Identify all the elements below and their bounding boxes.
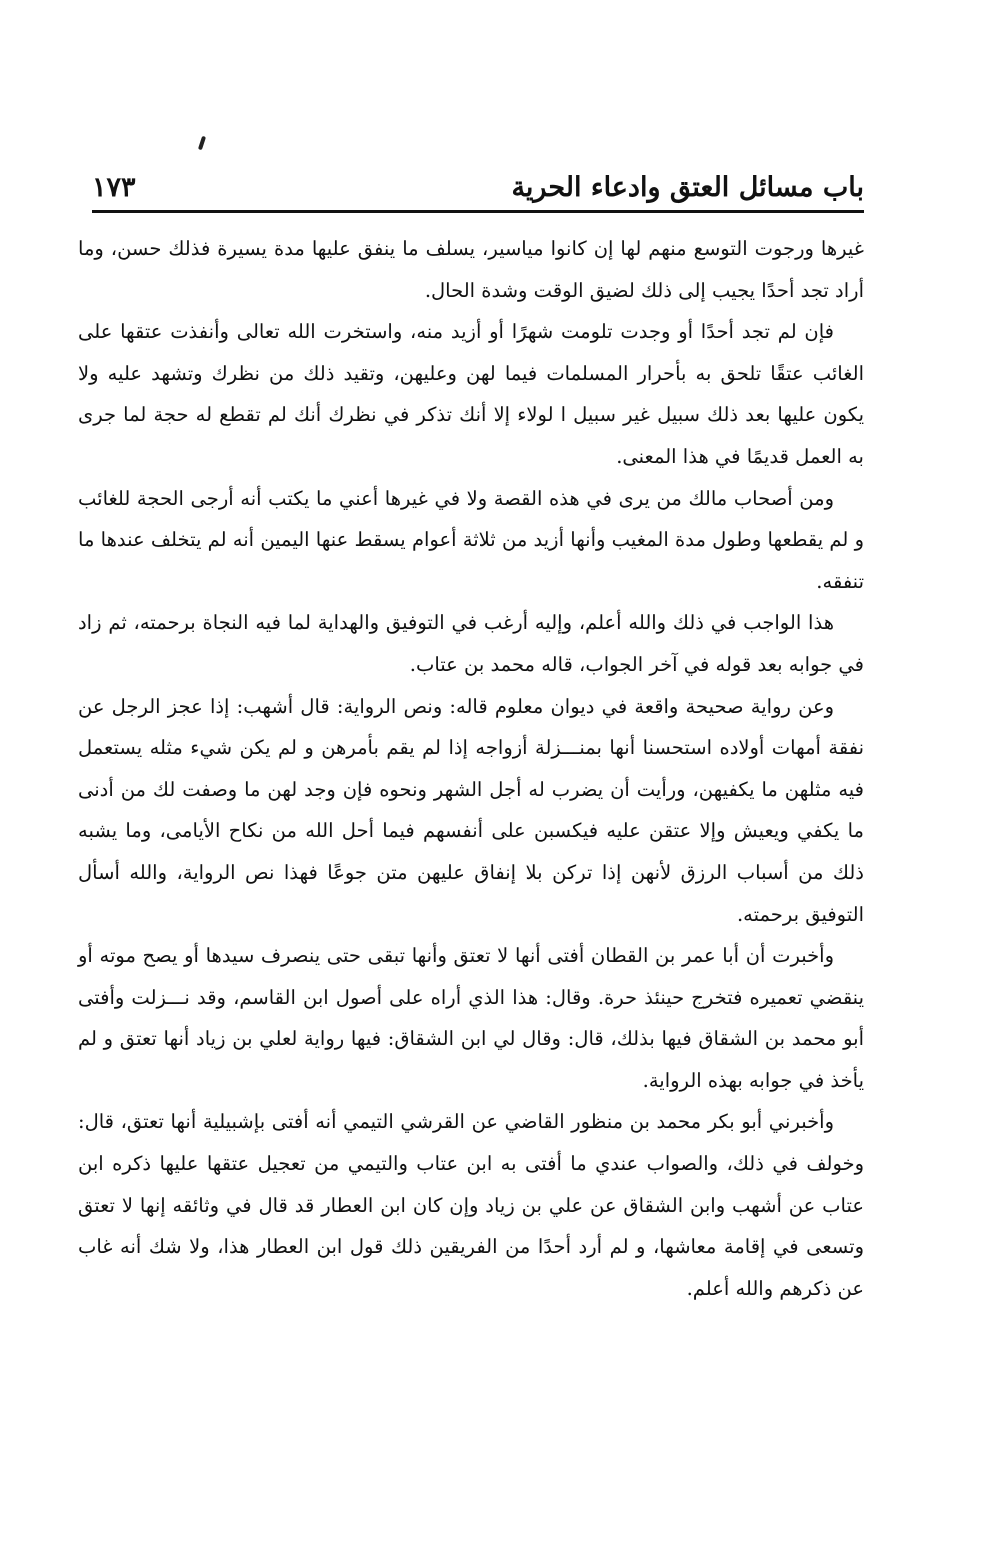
page-header	[92, 172, 864, 208]
ink-mark	[198, 136, 206, 151]
paragraph: غيرها ورجوت التوسع منهم لها إن كانوا مياسير، يسلف ما ينفق عليها مدة يسيرة فذلك حسن، وما أراد تجد أحدًا يجيب إلى ذلك لضيق الوقت وشدة الحال.	[78, 237, 864, 302]
header-divider	[92, 210, 864, 213]
page-number: ١٧٣	[92, 172, 136, 203]
paragraph: ومن أصحاب مالك من يرى في هذه القصة ولا في غيرها أعني ما يكتب أنه أرجى الحجة للغائب و لم يقطعها وطول مدة المغيب وأنها أزيد من ثلاثة أعوام يسقط عنها اليمين أنه لم يتخلف عندها ما تنفقه.	[78, 486, 864, 593]
chapter-title: باب مسائل العتق وادعاء الحرية	[511, 172, 864, 203]
paragraph: وعن رواية صحيحة واقعة في ديوان معلوم قاله: ونص الرواية: قال أشهب: إذا عجز الرجل عن نفقة أمهات أولاده استحسنا أنها بمنـــزلة أزواجه إذا لم يقم بأمرهن و لم يكن شيء مثله يستعمل فيه مثلهن ما يكفيهن، ورأيت أن يضرب له أجل الشهر ونحوه فإن وجد لهن ما وصفت لك من أدنى ما يكفي ويعيش وإلا عتقن عليه فيكسبن على أنفسهم فيما أحل الله من نكاح الأيامى، وما يشبه ذلك من أسباب الرزق لأنهن إذا تركن بلا إنفاق عليهن متن جوعًا فهذا نص الرواية، والله أسأل التوفيق برحمته.	[78, 694, 864, 926]
paragraph: فإن لم تجد أحدًا أو وجدت تلومت شهرًا أو أزيد منه، واستخرت الله تعالى وأنفذت عتقها على الغائب عتقًا تلحق به بأحرار المسلمات فيما لهن وعليهن، وتقيد ذلك من نظرك وتشهد عليه ولا يكون عليها بعد ذلك سبيل غير سبيل ا لولاء إلا أنك تذكر في نظرك أنك لم تقطع له حجة لما جرى به العمل قديمًا في هذا المعنى.	[78, 320, 864, 468]
paragraph: وأخبرني أبو بكر محمد بن منظور القاضي عن القرشي التيمي أنه أفتى بإشبيلية أنها تعتق، قال: وخولف في ذلك، والصواب عندي ما أفتى به ابن عتاب والتيمي من تعجيل عتقها عليها ذكره ابن عتاب عن أشهب وابن الشقاق عن علي بن زياد وإن كان ابن العطار قد قال في وثائقه إنها لا تعتق وتسعى في إقامة معاشها، و لم أرد أحدًا من الفريقين ذلك قول ابن العطار هذا، ولا شك أنه غاب عن ذكرهم والله أعلم.	[78, 1110, 864, 1300]
body-text	[78, 228, 864, 1309]
paragraph: هذا الواجب في ذلك والله أعلم، وإليه أرغب في التوفيق والهداية لما فيه النجاة برحمته، ثم زاد في جوابه بعد قوله في آخر الجواب، قاله محمد بن عتاب.	[78, 611, 864, 676]
paragraph: وأخبرت أن أبا عمر بن القطان أفتى أنها لا تعتق وأنها تبقى حتى ينصرف سيدها أو يصح موته أو ينقضي تعميره فتخرج حينئذ حرة. وقال: هذا الذي أراه على أصول ابن القاسم، وقد نـــزلت وأفتى أبو محمد بن الشقاق فيها بذلك، قال: وقال لي ابن الشقاق: فيها رواية لعلي بن زياد أنها تعتق و لم يأخذ في جوابه بهذه الرواية.	[78, 944, 864, 1092]
